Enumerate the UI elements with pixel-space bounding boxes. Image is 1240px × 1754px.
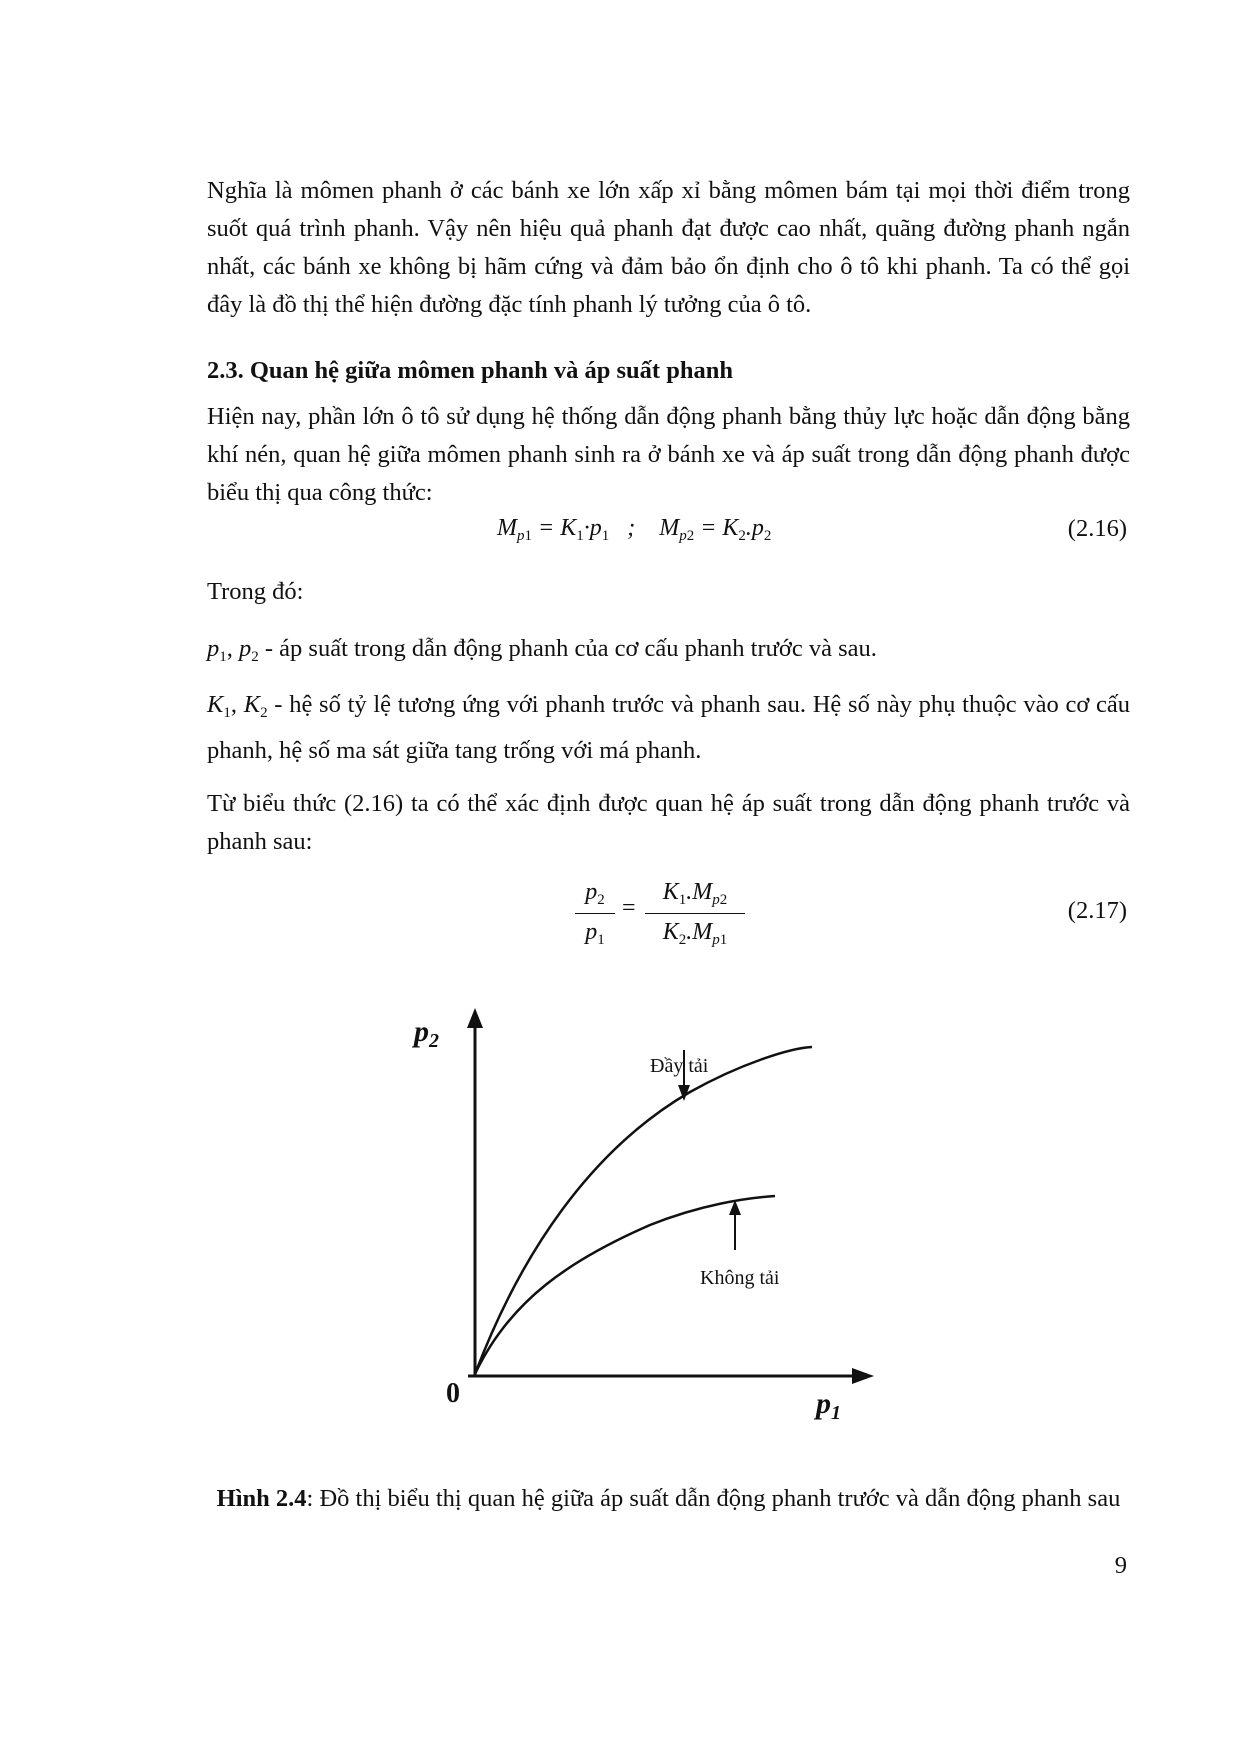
- equation-2-16: $M_{p1} = K_1\cdot p_1$ ; $M_{p2} = K_2.p_2$ (2.16): [497, 515, 1127, 544]
- intro-paragraph: Nghĩa là mômen phanh ở các bánh xe lớn xấp xỉ bằng mômen bám tại mọi thời điểm trong suốt quá trình phanh. Vậy nên hiệu quả phanh đạt được cao nhất, quãng đường phanh ngắn nhất, các bánh xe không bị hãm cứng và đảm bảo ổn định cho ô tô khi phanh. Ta có thể gọi đây là đồ thị thể hiện đường đặc tính phanh lý tưởng của ô tô.: [207, 177, 1130, 318]
- body-paragraph-2: Từ biểu thức (2.16) ta có thể xác định được quan hệ áp suất trong dẫn động phanh trước và phanh sau:: [207, 790, 1130, 855]
- equation-2-17: $p_2$ $p_1$ = $K_1.M_{p2}$ $K_2.M_{p1}$ (2.17): [0, 875, 1240, 955]
- page-number: 9: [1114, 1552, 1127, 1579]
- body-paragraph-1: Hiện nay, phần lớn ô tô sử dụng hệ thống dẫn động phanh bằng thủy lực hoặc dẫn động bằng khí nén, quan hệ giữa mômen phanh sinh ra ở bánh xe và áp suất trong dẫn động phanh được biểu thị qua công thức:: [207, 403, 1130, 506]
- y-axis: [467, 1008, 483, 1376]
- curve-full-load: [475, 1047, 812, 1374]
- x-axis: [468, 1368, 874, 1384]
- curve-full-load-label: Đầy tải: [650, 1055, 709, 1077]
- pressure-description: $p_1$, $p_2$ - áp suất trong dẫn động phanh của cơ cấu phanh trước và sau.: [207, 635, 877, 665]
- y-axis-label: $p_2$: [414, 1015, 439, 1052]
- origin-label: 0: [446, 1378, 460, 1409]
- arrow-no-load: [729, 1200, 741, 1250]
- x-axis-label: $p_1$: [816, 1387, 841, 1424]
- where-label: Trong đó:: [207, 578, 304, 605]
- equation-number-2-16: (2.16): [1067, 515, 1127, 542]
- equation-number-2-17: (2.17): [1067, 897, 1127, 924]
- figure-caption: Hình 2.4: Đồ thị biểu thị quan hệ giữa áp suất dẫn động phanh trước và dẫn động phanh sau: [216, 1485, 1121, 1512]
- curve-no-load-label: Không tải: [700, 1267, 780, 1289]
- section-heading: 2.3. Quan hệ giữa mômen phanh và áp suất phanh: [207, 357, 733, 384]
- coefficient-description: $K_1$, $K_2$ - hệ số tỷ lệ tương ứng với phanh trước và phanh sau. Hệ số này phụ thuộc vào cơ cấu phanh, hệ số ma sát giữa tang trống với má phanh.: [207, 691, 1131, 764]
